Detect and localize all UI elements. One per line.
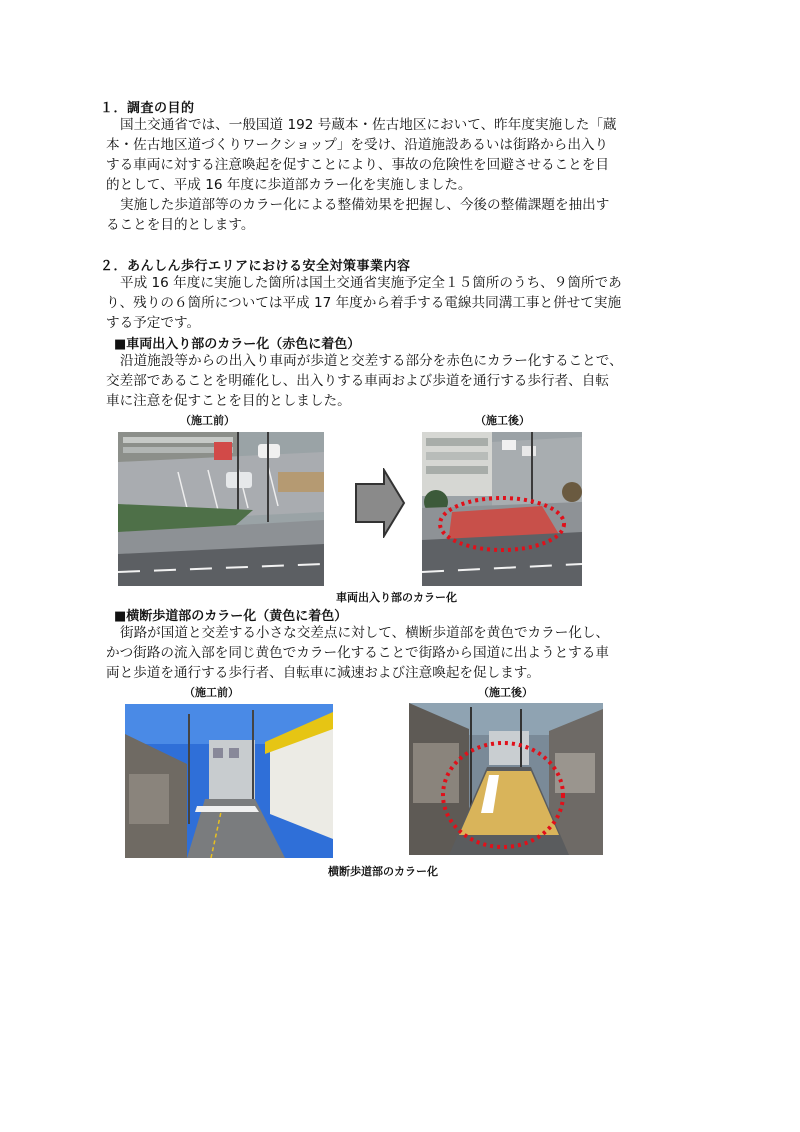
photo-driveway-after <box>422 432 582 586</box>
subsection-b-paragraph <box>106 623 609 683</box>
section2-heading: ２．あんしん歩行エリアにおける安全対策事業内容 <box>100 259 411 274</box>
photo-crosswalk-before <box>125 704 333 858</box>
section1-paragraph-2 <box>106 195 609 235</box>
text-line: 国土交通省では、一般国道 192 号蔵本・佐古地区において、昨年度実施した「蔵 <box>120 117 617 133</box>
label-after-a: （施工後） <box>475 414 530 427</box>
label-before-a: （施工前） <box>180 414 235 427</box>
text-line: 両と歩道を通行する歩行者、自転車に減速および注意喚起を促します。 <box>106 665 540 681</box>
section2-paragraph <box>106 273 622 333</box>
text-line: 的として、平成 16 年度に歩道部カラー化を実施しました。 <box>106 177 472 193</box>
section1-paragraph-1 <box>106 115 617 195</box>
text-line: 車に注意を促すことを目的としました。 <box>106 393 351 409</box>
photo-crosswalk-after <box>409 703 603 855</box>
caption-b: 横断歩道部のカラー化 <box>328 865 438 878</box>
label-before-b: （施工前） <box>184 686 239 699</box>
subsection-a-paragraph <box>106 351 623 411</box>
section1-heading: １．調査の目的 <box>100 101 195 116</box>
text-line: 実施した歩道部等のカラー化による整備効果を把握し、今後の整備課題を抽出す <box>120 197 610 213</box>
subsection-b-title: ■横断歩道部のカラー化（黄色に着色） <box>114 609 348 624</box>
text-line: する予定です。 <box>106 315 201 331</box>
text-line: 街路が国道と交差する小さな交差点に対して、横断歩道部を黄色でカラー化し、 <box>120 625 610 641</box>
text-line: する車両に対する注意喚起を促すことにより、事故の危険性を回避させることを目 <box>106 157 609 173</box>
text-line: 交差部であることを明確化し、出入りする車両および歩道を通行する歩行者、自転 <box>106 373 609 389</box>
text-line: ることを目的とします。 <box>106 217 255 233</box>
label-after-b: （施工後） <box>478 686 533 699</box>
right-arrow-icon <box>354 468 406 538</box>
text-line: り、残りの６箇所については平成 17 年度から着手する電線共同溝工事と併せて実施 <box>106 295 622 311</box>
text-line: かつ街路の流入部を同じ黄色でカラー化することで街路から国道に出ようとする車 <box>106 645 609 661</box>
photo-driveway-before <box>118 432 324 586</box>
text-line: 平成 16 年度に実施した箇所は国土交通省実施予定全１５箇所のうち、９箇所であ <box>120 275 622 291</box>
text-line: 沿道施設等からの出入り車両が歩道と交差する部分を赤色にカラー化することで、 <box>120 353 623 369</box>
caption-a: 車両出入り部のカラー化 <box>336 591 457 604</box>
subsection-a-title: ■車両出入り部のカラー化（赤色に着色） <box>114 337 361 352</box>
text-line: 本・佐古地区道づくりワークショップ」を受け、沿道施設あるいは街路から出入り <box>106 137 609 153</box>
